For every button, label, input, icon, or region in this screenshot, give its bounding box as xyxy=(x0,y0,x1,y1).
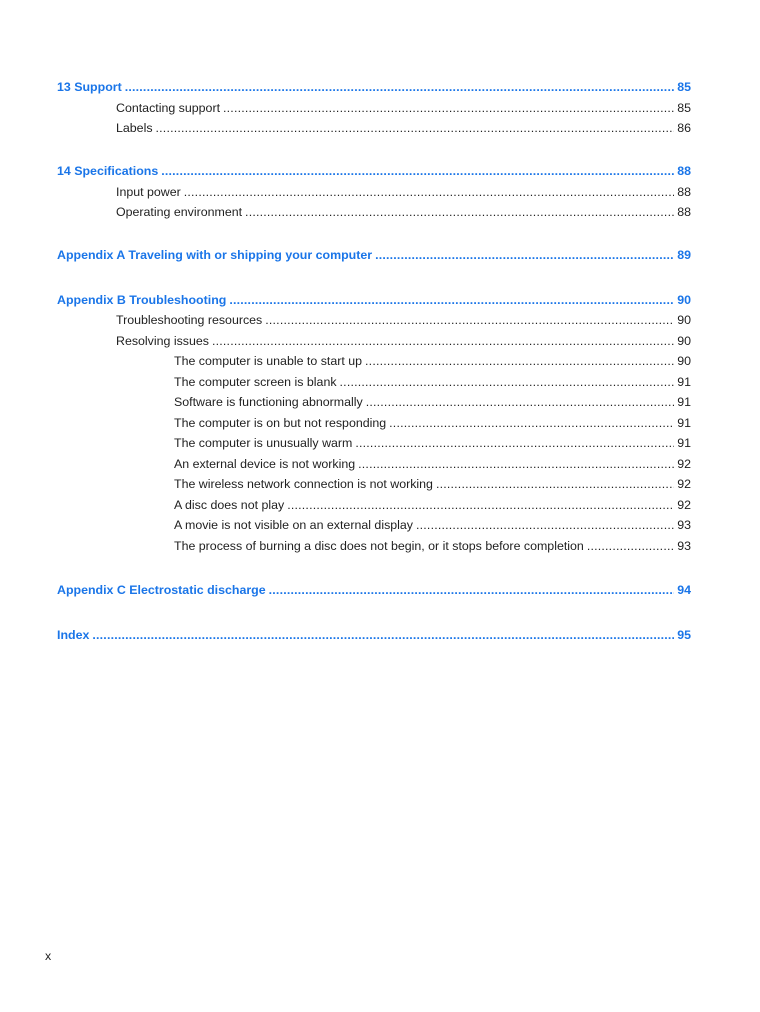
table-of-contents xyxy=(57,77,691,645)
toc-entry[interactable] xyxy=(57,310,691,331)
toc-entry[interactable] xyxy=(57,331,691,352)
toc-entry-title: Input power xyxy=(116,184,181,199)
toc-entry-page: 94 xyxy=(677,583,691,597)
dot-leader xyxy=(125,77,674,98)
toc-entry-chapter-14[interactable] xyxy=(57,161,691,182)
toc-entry-page: 93 xyxy=(677,538,691,553)
toc-entry-page: 88 xyxy=(677,205,691,219)
dot-leader xyxy=(156,118,675,139)
toc-entry[interactable] xyxy=(57,413,691,434)
dot-leader xyxy=(212,331,674,352)
dot-leader xyxy=(161,161,674,182)
toc-entry-page: 89 xyxy=(677,248,691,262)
dot-leader xyxy=(184,182,674,203)
toc-entry-page: 90 xyxy=(677,354,691,368)
toc-entry-page: 92 xyxy=(677,456,691,471)
toc-entry-title: 14 Specifications xyxy=(57,164,159,178)
page-number: x xyxy=(45,949,52,963)
dot-leader xyxy=(340,372,675,393)
toc-entry-title: An external device is not working xyxy=(174,456,356,471)
toc-entry[interactable] xyxy=(57,182,691,203)
toc-entry-title: Troubleshooting resources xyxy=(116,313,263,327)
toc-entry-title: The computer is unable to start up xyxy=(174,354,363,368)
toc-entry-page: 85 xyxy=(677,80,691,94)
dot-leader xyxy=(365,351,674,372)
toc-entry[interactable] xyxy=(57,474,691,495)
toc-entry-title: The process of burning a disc does not begin, or it stops before completion xyxy=(174,538,584,553)
toc-entry-appendix-c[interactable] xyxy=(57,580,691,601)
toc-entry-title: Appendix A Traveling with or shipping your computer xyxy=(57,248,373,262)
toc-entry-page: 90 xyxy=(677,292,691,307)
toc-entry-title: 13 Support xyxy=(57,80,122,94)
toc-entry[interactable] xyxy=(57,202,691,223)
toc-entry-page: 95 xyxy=(677,627,691,642)
toc-entry-appendix-b[interactable] xyxy=(57,290,691,311)
dot-leader xyxy=(416,515,674,536)
toc-entry-title: Appendix B Troubleshooting xyxy=(57,292,227,307)
dot-leader xyxy=(375,245,674,266)
dot-leader xyxy=(587,536,674,557)
toc-entry-title: Index xyxy=(57,627,90,642)
dot-leader xyxy=(436,474,674,495)
toc-entry[interactable] xyxy=(57,98,691,119)
dot-leader xyxy=(92,625,674,646)
toc-entry-page: 90 xyxy=(677,333,691,348)
toc-entry[interactable] xyxy=(57,351,691,372)
toc-entry-page: 86 xyxy=(677,121,691,135)
dot-leader xyxy=(355,433,674,454)
dot-leader xyxy=(223,98,674,119)
toc-entry[interactable] xyxy=(57,536,691,557)
toc-entry-title: The computer is unusually warm xyxy=(174,436,353,450)
dot-leader xyxy=(389,413,674,434)
toc-entry-title: The computer screen is blank xyxy=(174,374,337,389)
toc-entry-page: 93 xyxy=(677,518,691,532)
dot-leader xyxy=(265,310,674,331)
dot-leader xyxy=(269,580,675,601)
toc-entry-title: The computer is on but not responding xyxy=(174,415,387,430)
toc-entry[interactable] xyxy=(57,372,691,393)
toc-entry-page: 85 xyxy=(677,100,691,115)
dot-leader xyxy=(245,202,674,223)
toc-entry[interactable] xyxy=(57,118,691,139)
toc-entry-title: A disc does not play xyxy=(174,497,285,512)
toc-entry-title: The wireless network connection is not working xyxy=(174,477,433,491)
toc-entry-page: 88 xyxy=(677,184,691,199)
toc-entry[interactable] xyxy=(57,495,691,516)
toc-entry[interactable] xyxy=(57,433,691,454)
toc-entry-page: 91 xyxy=(677,436,691,450)
toc-entry-title: A movie is not visible on an external display xyxy=(174,518,413,532)
toc-entry-page: 91 xyxy=(677,415,691,430)
toc-entry-title: Operating environment xyxy=(116,205,243,219)
toc-entry-page: 91 xyxy=(677,395,691,409)
toc-entry-index[interactable] xyxy=(57,625,691,646)
toc-entry-page: 90 xyxy=(677,313,691,327)
dot-leader xyxy=(287,495,674,516)
toc-entry-chapter-13[interactable] xyxy=(57,77,691,98)
toc-entry-title: Appendix C Electrostatic discharge xyxy=(57,583,266,597)
toc-entry-title: Resolving issues xyxy=(116,333,209,348)
toc-entry-title: Labels xyxy=(116,121,153,135)
toc-entry[interactable] xyxy=(57,515,691,536)
toc-entry-page: 91 xyxy=(677,374,691,389)
toc-entry-page: 92 xyxy=(677,497,691,512)
dot-leader xyxy=(358,454,674,475)
dot-leader xyxy=(366,392,674,413)
toc-entry[interactable] xyxy=(57,454,691,475)
toc-entry-appendix-a[interactable] xyxy=(57,245,691,266)
dot-leader xyxy=(229,290,674,311)
toc-entry-title: Software is functioning abnormally xyxy=(174,395,363,409)
toc-entry-page: 92 xyxy=(677,477,691,491)
toc-entry-page: 88 xyxy=(677,164,691,178)
toc-entry[interactable] xyxy=(57,392,691,413)
toc-entry-title: Contacting support xyxy=(116,100,221,115)
